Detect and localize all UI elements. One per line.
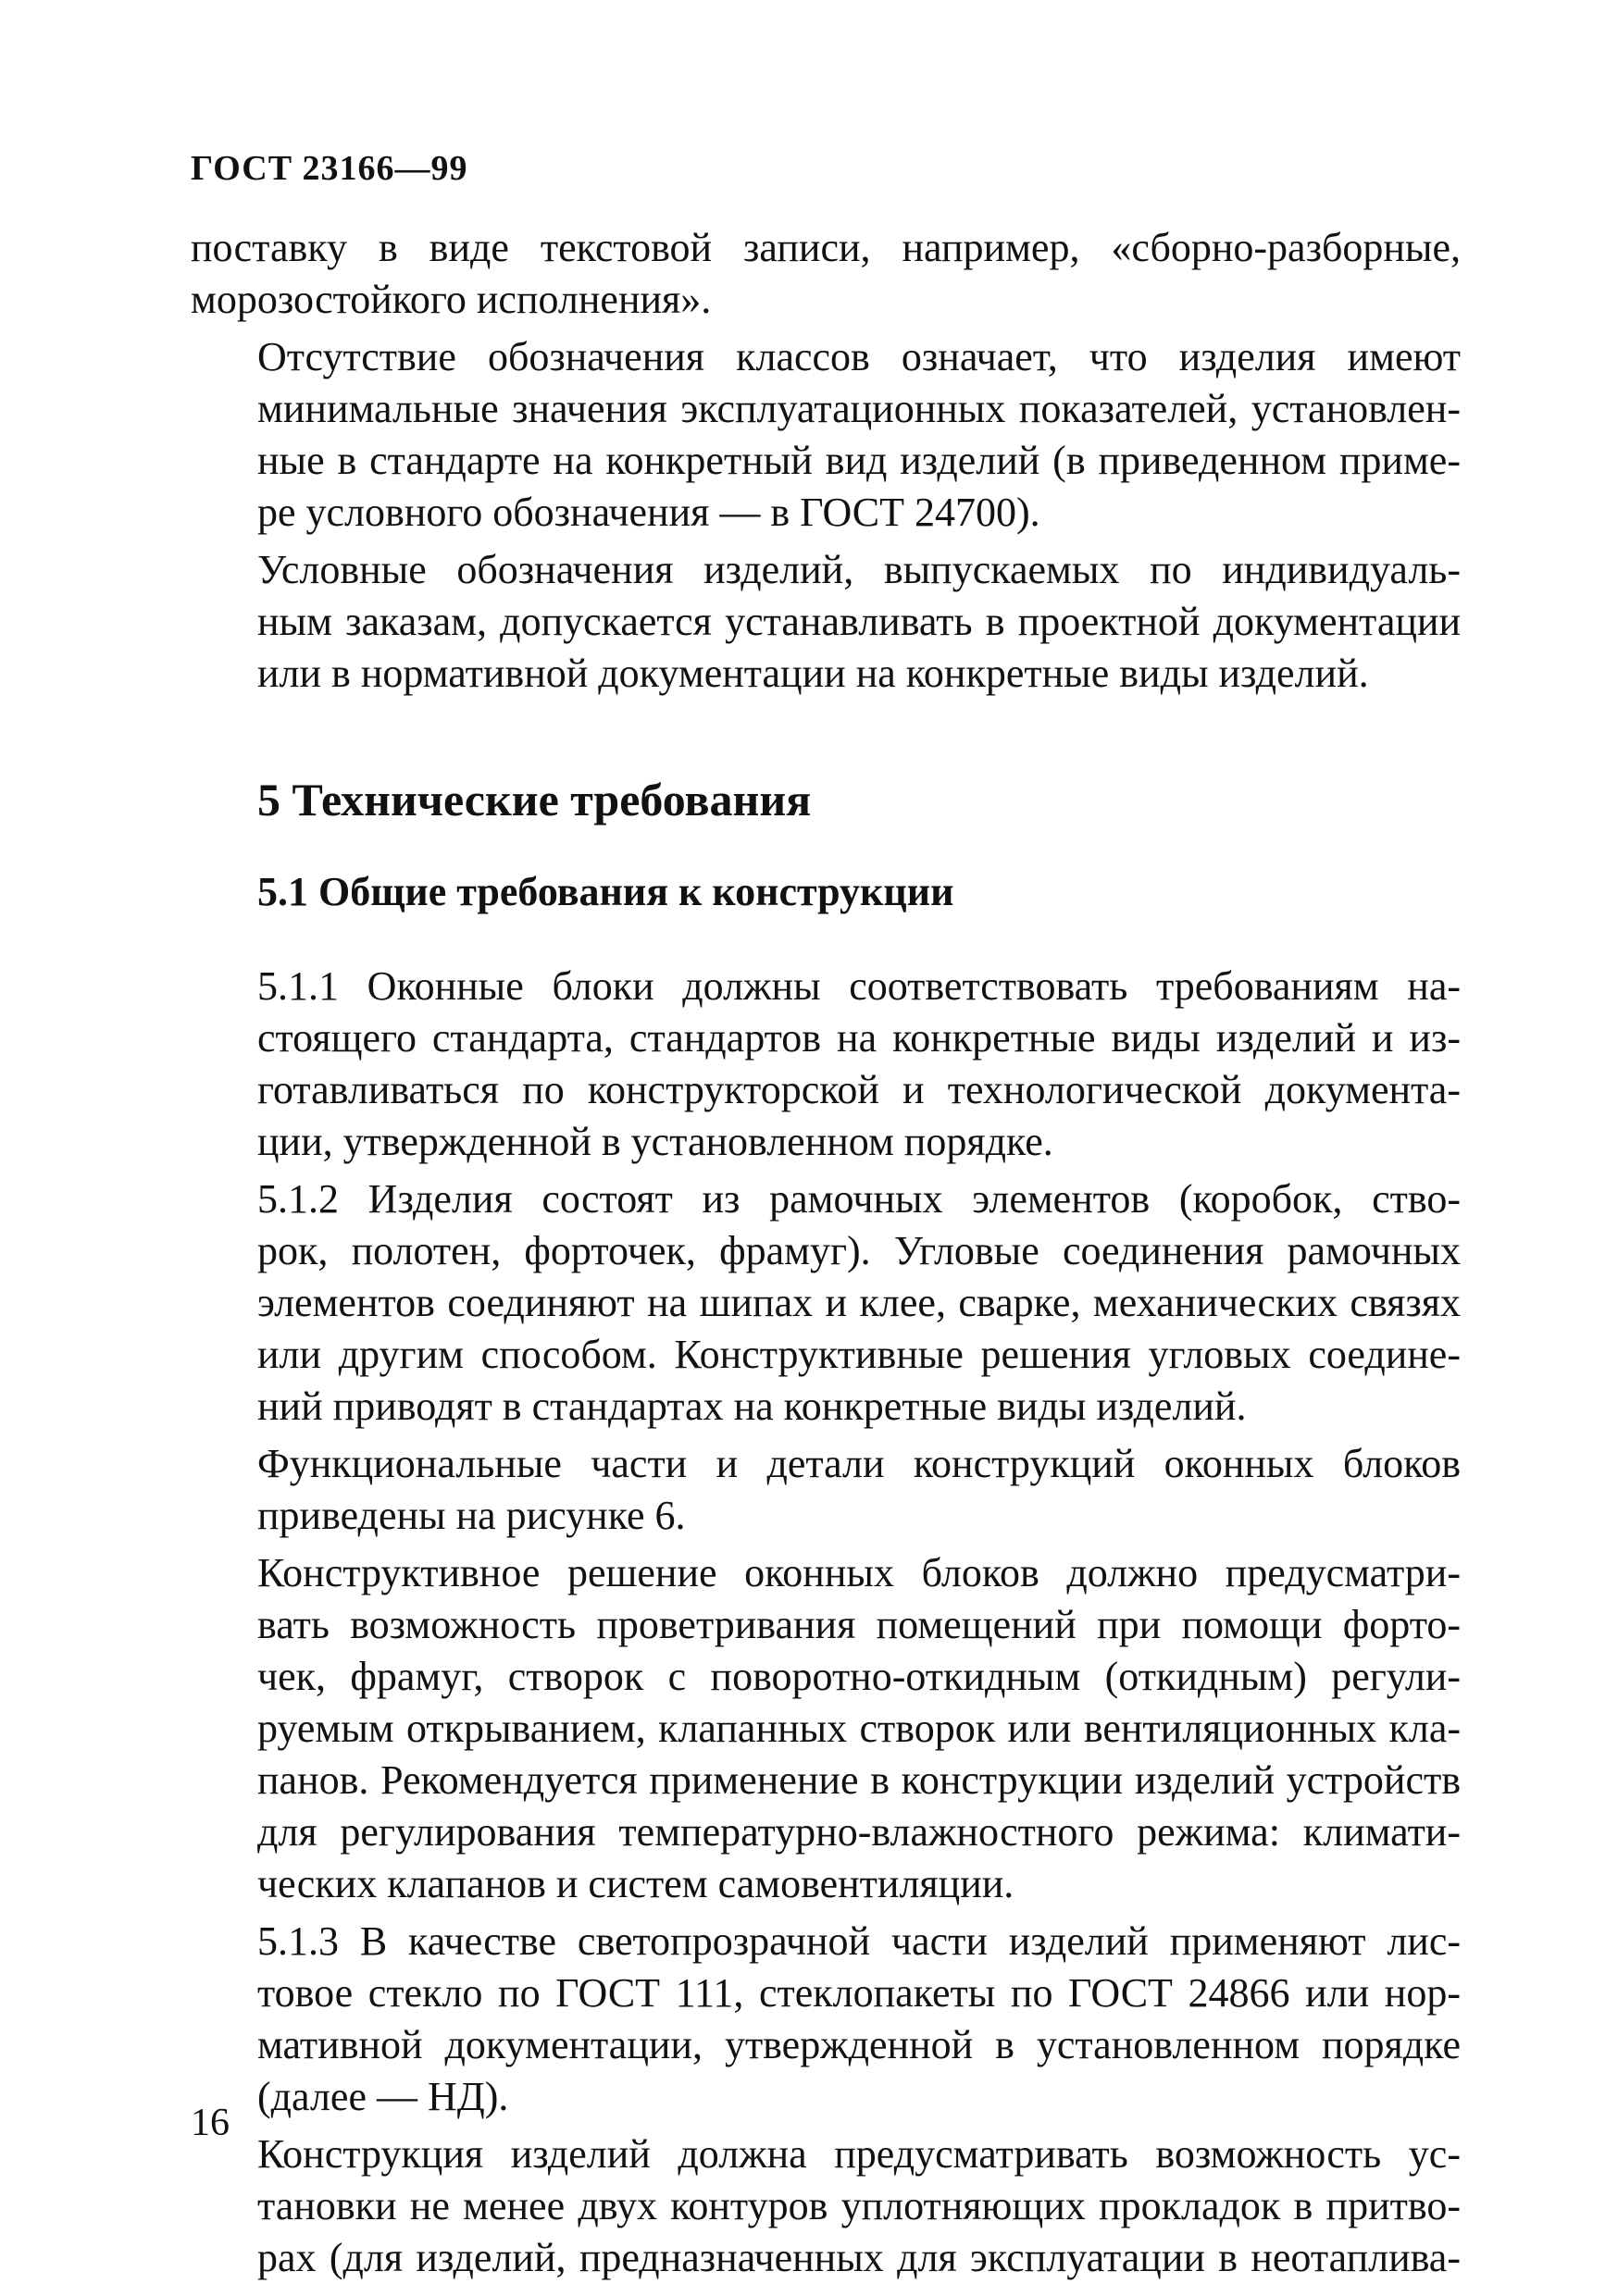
- text-line: или другим способом. Конструктивные решения угловых соедине-: [257, 1332, 1461, 1377]
- text-line: готавливаться по конструкторской и технологической документа-: [257, 1067, 1461, 1112]
- text-line: руемым открыванием, клапанных створок или вентиляционных кла-: [257, 1706, 1461, 1751]
- paragraph: [191, 2128, 1461, 2284]
- text-line: рок, полотен, форточек, фрамуг). Угловые соединения рамочных: [257, 1228, 1461, 1273]
- text-line: или в нормативной документации на конкретные виды изделий.: [257, 651, 1369, 696]
- paragraph: [191, 331, 1461, 539]
- text-line: приведены на рисунке 6.: [257, 1493, 686, 1538]
- text-line: ний приводят в стандартах на конкретные виды изделий.: [257, 1384, 1247, 1429]
- text-line: для регулирования температурно-влажностного режима: климати-: [257, 1809, 1461, 1855]
- text-line: Конструктивное решение оконных блоков должно предусматри-: [257, 1550, 1461, 1595]
- text-line: 5.1.3 В качестве светопрозрачной части изделий применяют лис-: [257, 1918, 1461, 1964]
- paragraph: [191, 222, 1461, 326]
- text-line: элементов соединяют на шипах и клее, сварке, механических связях: [257, 1280, 1461, 1325]
- subsection-heading: 5.1 Общие требования к конструкции: [257, 869, 954, 914]
- text-line: Функциональные части и детали конструкций оконных блоков: [257, 1441, 1461, 1486]
- document-body: [191, 222, 1461, 2290]
- paragraph: [191, 544, 1461, 700]
- text-line: стоящего стандарта, стандартов на конкретные виды изделий и из-: [257, 1015, 1461, 1061]
- paragraph: [191, 1438, 1461, 1542]
- paragraph: [191, 1916, 1461, 2123]
- text-line: мативной документации, утвержденной в установленном порядке: [257, 2022, 1461, 2067]
- paragraph: [191, 961, 1461, 1168]
- document-header: ГОСТ 23166—99: [191, 149, 468, 188]
- text-line: Конструкция изделий должна предусматривать возможность ус-: [257, 2131, 1461, 2177]
- text-line: минимальные значения эксплуатационных показателей, установлен-: [257, 386, 1461, 431]
- text-line: морозостойкого исполнения».: [191, 277, 712, 322]
- text-line: Отсутствие обозначения классов означает, что изделия имеют: [257, 334, 1461, 379]
- text-line: ре условного обозначения — в ГОСТ 24700).: [257, 490, 1040, 535]
- text-line: вать возможность проветривания помещений при помощи форто-: [257, 1602, 1461, 1647]
- text-line: рах (для изделий, предназначенных для эксплуатации в неотаплива-: [257, 2235, 1461, 2280]
- text-line: поставку в виде текстовой записи, например, «сборно-разборные,: [191, 225, 1461, 270]
- text-line: тановки не менее двух контуров уплотняющих прокладок в притво-: [257, 2183, 1461, 2228]
- text-line: ческих клапанов и систем самовентиляции.: [257, 1861, 1014, 1906]
- text-line: Условные обозначения изделий, выпускаемых по индивидуаль-: [257, 547, 1461, 592]
- paragraph: [191, 1173, 1461, 1433]
- text-line: ные в стандарте на конкретный вид изделий (в приведенном приме-: [257, 438, 1461, 483]
- paragraph: [191, 1547, 1461, 1910]
- text-line: 5.1.1 Оконные блоки должны соответствовать требованиям на-: [257, 963, 1461, 1009]
- text-line: 5.1.2 Изделия состоят из рамочных элементов (коробок, ство-: [257, 1176, 1461, 1222]
- text-line: ции, утвержденной в установленном порядке.: [257, 1119, 1053, 1164]
- text-line: (далее — НД).: [257, 2074, 509, 2119]
- text-line: товое стекло по ГОСТ 111, стеклопакеты по ГОСТ 24866 или нор-: [257, 1970, 1461, 2016]
- section-heading: 5 Технические требования: [257, 774, 812, 825]
- text-line: панов. Рекомендуется применение в конструкции изделий устройств: [257, 1757, 1461, 1803]
- page-number: 16: [191, 2102, 230, 2144]
- text-line: чек, фрамуг, створок с поворотно-откидным (откидным) регули-: [257, 1654, 1461, 1699]
- text-line: ным заказам, допускается устанавливать в проектной документации: [257, 599, 1461, 644]
